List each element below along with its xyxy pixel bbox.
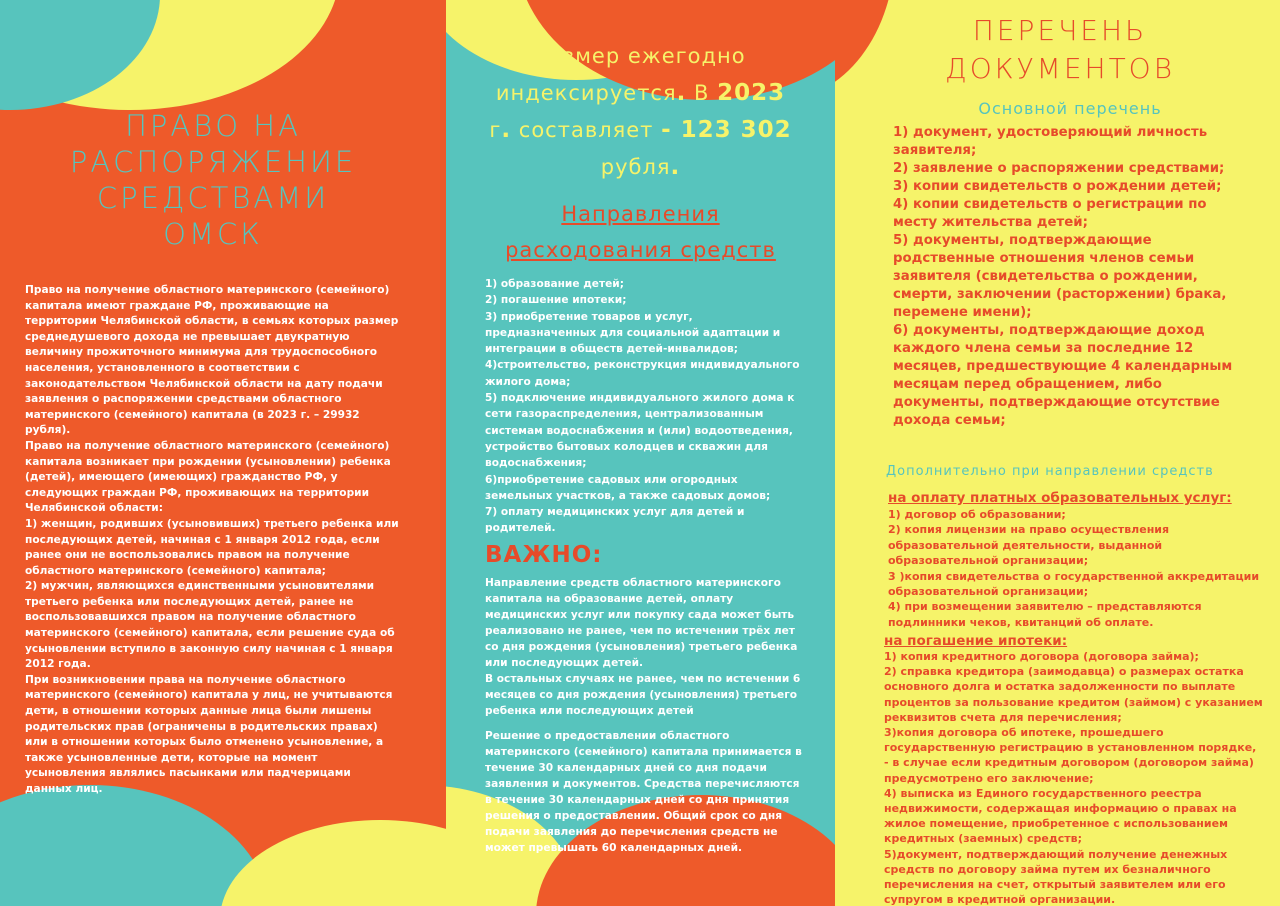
left-title [20,108,406,252]
right-title-line: ПЕРЕЧЕНЬ [972,14,1148,47]
list-item: 4) при возмещении заявителю – представляются подлинники чеков, квитанций об оплате. [888,600,1202,629]
amount-dot: . [676,80,687,106]
amount-text-part: составляет [511,118,662,142]
left-title-line: ПРАВО НА [125,109,301,143]
yellow-blob-bottom-left [220,820,446,906]
mortgage-heading: на погашение ипотеки: [884,633,1068,649]
right-title [880,12,1240,88]
list-item: 5)документ, подтверждающий получение денежных средств по договору займа путем их безналичного перечисления на счет, открытый заявителем или его супругом в кредитной организации. [884,847,1228,906]
list-item: 3)копия договора об ипотеке, прошедшего государственную регистрацию в установленном порядке, - в случае если кредитным договором (договором займа) предусмотрено его заключение; [884,726,1257,785]
important-paragraph: Направление средств областного материнского капитала на образование детей, оплату медицинских услуг или покупку сада может быть реализовано не ранее, чем по истечении трёх лет со дня рождения (усыновления) третьего ребенка или последующих детей. [485,577,798,669]
list-item: 5) подключение индивидуального жилого дома к сети газораспределения, централизованным системам водоснабжения и (или) водоотведения, устройство бытовых колодцев и скважин для водоснабжения; [485,392,795,470]
amount-text-part: г [489,118,502,142]
list-item: 1) образование детей; [485,278,624,290]
list-item: 2) погашение ипотеки; [485,294,627,307]
amount-year: 2023 [717,80,786,106]
amount-dot: . [670,154,681,180]
list-item: 2) справка кредитора (заимодавца) о размерах остатка основного долга и остатка задолженности по выплате процентов за пользование кредитом (займом) с указанием реквизитов счета для перечисления; [884,665,1263,724]
list-item: 6)приобретение садовых или огородных земельных участков, а также садовых домов; [485,473,771,502]
mortgage-documents-list [884,649,1264,906]
directions-heading-line: Направления [561,202,720,226]
capital-amount-text [468,38,813,186]
additional-heading: Дополнительно при направлении средств [886,464,1214,479]
left-title-line: СРЕДСТВАМИ [96,181,330,215]
list-item: 4)строительство, реконструкция индивидуального жилого дома; [485,359,800,388]
list-item: 6) документы, подтверждающие доход каждого члена семьи за последние 12 месяцев, предшествующие 4 календарным месяцам перед обращением, либо документы, подтверждающие отсутствие дохода семьи; [893,323,1233,428]
list-item: 3) приобретение товаров и услуг, предназначенных для социальной адаптации и интеграции в обществ детей-инвалидов; [485,310,781,356]
list-item: 5) документы, подтверждающие родственные отношения членов семьи заявителя (свидетельства о рождении, смерти, заключении (расторжении) брака, перемене имени); [893,233,1227,320]
list-item: 1) копия кредитного договора (договора займа); [884,650,1199,663]
education-heading: на оплату платных образовательных услуг: [888,490,1232,506]
amount-value: - 123 302 [661,117,792,143]
main-documents-list [893,124,1243,430]
amount-text-part: рубля [600,155,671,179]
left-paragraph: 2) мужчин, являющихся единственными усыновителями третьего ребенка или последующих детей, ранее не воспользовавшихся правом на получение областного материнского (семейного) капитала, если решение суда об усыновлении вступило в законную силу начиная с 1 января 2012 года. [25,580,395,671]
left-paragraph: При возникновении права на получение областного материнского (семейного) капитала у лиц, не учитываются дети, в отношении которых данные лица были лишены родительских прав (ограничены в родительских правах) или в отношении которых было отменено усыновление, а также усыновленные дети, которые на момент усыновления являлись пасынками или падчерицами данных лиц. [25,673,393,795]
important-colon: : [592,542,603,568]
directions-heading [468,196,813,268]
left-body-text [25,283,400,798]
left-title-line: ОМСК [163,217,263,251]
list-item: 2) копия лицензии на право осуществления образовательной деятельности, выданной образовательной организации; [888,523,1170,568]
left-title-line: РАСПОРЯЖЕНИЕ [69,145,357,179]
list-item: 3 )копия свидетельства о государственной аккредитации образовательной организации; [888,569,1260,599]
important-paragraph: В остальных случаях не ранее, чем по истечении 6 месяцев со дня рождения (усыновления) третьего ребенка или последующих детей [485,673,801,717]
directions-heading-line: расходования средств [505,238,776,262]
amount-text-part: Размер ежегодно индексируется [495,44,746,105]
list-item: 4) копии свидетельств о регистрации по месту жительства детей; [893,197,1207,230]
directions-list [485,276,807,537]
amount-text-part: В [686,81,718,105]
important-label: ВАЖНО [485,542,593,568]
education-documents-list [888,507,1268,630]
list-item: 4) выписка из Единого государственного реестра недвижимости, содержащая информацию о правах на жилое помещение, приобретенное с использованием кредитных (заемных) средств; [884,786,1237,846]
main-list-subtitle: Основной перечень [978,99,1162,118]
right-title-line: ДОКУМЕНТОВ [944,52,1176,85]
left-paragraph: Право на получение областного материнского (семейного) капитала возникает при рождении (усыновлении) ребенка (детей), имеющего (имеющих) гражданство РФ, у следующих граждан РФ, проживающих на территории Челябинской области: [25,439,391,515]
left-paragraph: 1) женщин, родивших (усыновивших) третьего ребенка или последующих детей, начиная с 1 января 2012 года, если ранее они не воспользовались правом на получение областного материнского (семейного) капитала; [25,517,399,577]
important-heading [485,542,603,568]
list-item: 3) копии свидетельств о рождении детей; [893,179,1222,194]
list-item: 7) оплату медицинских услуг для детей и родителей. [485,506,745,535]
important-text [485,575,807,719]
decision-text: Решение о предоставлении областного материнского (семейного) капитала принимается в течение 30 календарных дней со дня подачи заявления и документов. Средства перечисляются в течение 30 календарных дней со дня принятия решения о предоставлении. Общий срок со дня подачи заявления до перечисления средств не может превышать 60 календарных дней. [485,730,802,854]
list-item: 2) заявление о распоряжении средствами; [893,161,1225,176]
amount-dot: . [501,117,512,143]
list-item: 1) договор об образовании; [888,508,1066,521]
list-item: 1) документ, удостоверяющий личность заявителя; [893,125,1208,158]
left-paragraph: Право на получение областного материнского (семейного) капитала имеют граждане РФ, проживающие на территории Челябинской области, в семьях которых размер среднедушевого дохода не превышает двукратную величину прожиточного минимума для трудоспособного населения, установленного в соответствии с законодательством Челябинской области на дату подачи заявления о распоряжении средствами областного материнского (семейного) капитала (в 2023 г. – 29932 рубля). [25,284,399,437]
